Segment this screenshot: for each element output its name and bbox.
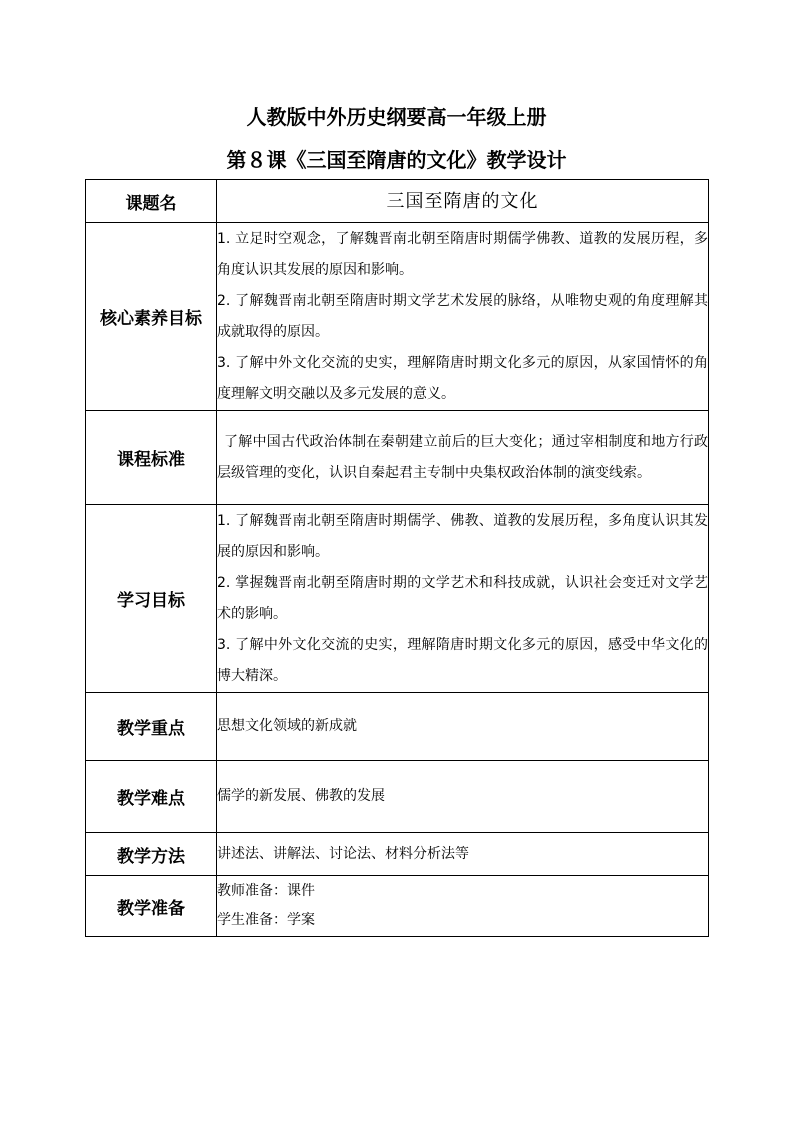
table-row-teaching-method	[86, 833, 709, 876]
core-literacy-item: 3. 了解中外文化交流的史实，理解隋唐时期文化多元的原因，从家国情怀的角度理解文明交融以及多元发展的意义。	[217, 354, 708, 402]
table-row-curriculum-standard	[86, 411, 709, 505]
topic-label: 课题名	[86, 180, 217, 223]
teacher-preparation: 教师准备：课件	[217, 883, 315, 899]
table-row-teaching-focus	[86, 693, 709, 761]
document-title: 人教版中外历史纲要高一年级上册	[246, 105, 547, 129]
student-preparation: 学生准备：学案	[217, 912, 315, 928]
teaching-focus-label: 教学重点	[86, 693, 217, 761]
teaching-focus-text: 思想文化领域的新成就	[217, 693, 709, 761]
learning-goals-label: 学习目标	[86, 505, 217, 693]
curriculum-standard-content	[217, 411, 709, 505]
core-literacy-item: 2. 了解魏晋南北朝至隋唐时期文学艺术发展的脉络，从唯物史观的角度理解其成就取得的原因。	[217, 292, 708, 340]
teaching-difficulty-text: 儒学的新发展、佛教的发展	[217, 761, 709, 833]
core-literacy-label: 核心素养目标	[86, 223, 217, 411]
learning-goal-item: 2. 掌握魏晋南北朝至隋唐时期的文学艺术和科技成就，认识社会变迁对文学艺术的影响。	[217, 574, 708, 622]
core-literacy-item: 1. 立足时空观念，了解魏晋南北朝至隋唐时期儒学佛教、道教的发展历程，多角度认识其发展的原因和影响。	[217, 230, 708, 278]
document-subtitle: 第８课《三国至隋唐的文化》教学设计	[226, 148, 567, 172]
lesson-plan-table	[85, 179, 709, 937]
learning-goals-content	[217, 505, 709, 693]
teaching-preparation-label: 教学准备	[86, 876, 217, 937]
teaching-preparation-content	[217, 876, 709, 937]
learning-goal-item: 3. 了解中外文化交流的史实，理解隋唐时期文化多元的原因，感受中华文化的博大精深。	[217, 636, 708, 684]
table-row-teaching-difficulty	[86, 761, 709, 833]
table-row-topic	[86, 180, 709, 223]
learning-goal-item: 1. 了解魏晋南北朝至隋唐时期儒学、佛教、道教的发展历程，多角度认识其发展的原因和影响。	[217, 512, 708, 560]
topic-value: 三国至隋唐的文化	[217, 180, 709, 223]
teaching-difficulty-label: 教学难点	[86, 761, 217, 833]
table-row-core-literacy	[86, 223, 709, 411]
teaching-method-text: 讲述法、讲解法、讨论法、材料分析法等	[217, 833, 709, 876]
curriculum-standard-label: 课程标准	[86, 411, 217, 505]
teaching-method-label: 教学方法	[86, 833, 217, 876]
core-literacy-content	[217, 223, 709, 411]
curriculum-standard-text: 了解中国古代政治体制在秦朝建立前后的巨大变化；通过宰相制度和地方行政层级管理的变化，认识自秦起君主专制中央集权政治体制的演变线索。	[217, 433, 708, 481]
table-row-learning-goals	[86, 505, 709, 693]
table-row-teaching-preparation	[86, 876, 709, 937]
